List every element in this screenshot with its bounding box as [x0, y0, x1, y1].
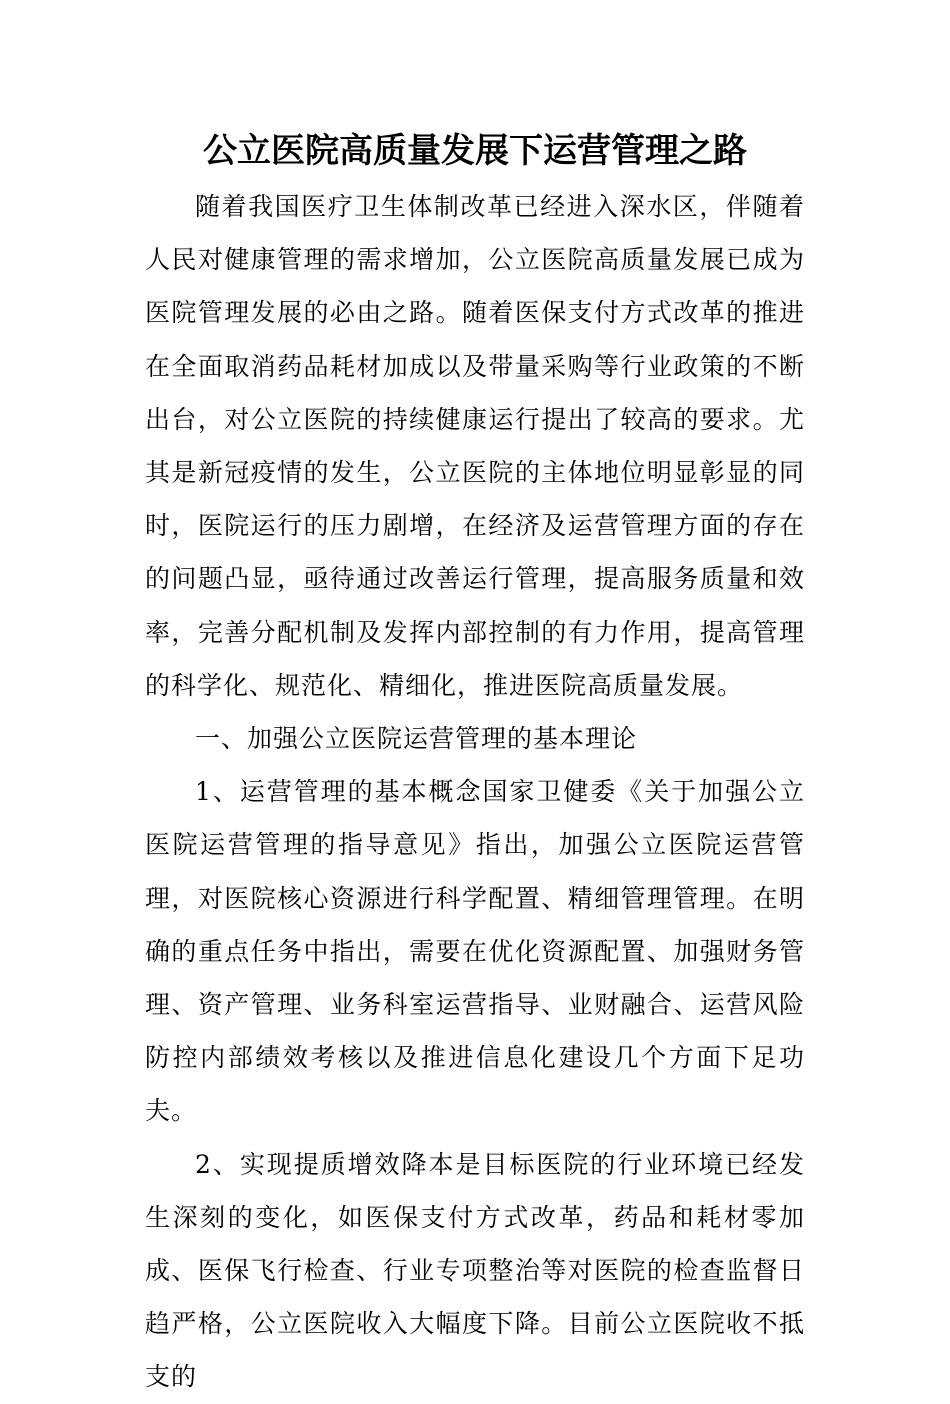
document-title: 公立医院高质量发展下运营管理之路 — [203, 131, 747, 171]
paragraph-item-2: 2、实现提质增效降本是目标医院的行业环境已经发生深刻的变化，如医保支付方式改革，药品和耗材零加成、医保飞行检查、行业专项整治等对医院的检查监督日趋严格，公立医院收入大幅度下降。目前公立医院收不抵支的 — [145, 1149, 805, 1392]
paragraph-intro: 随着我国医疗卫生体制改革已经进入深水区，伴随着人民对健康管理的需求增加，公立医院高质量发展已成为医院管理发展的必由之路。随着医保支付方式改革的推进在全面取消药品耗材加成以及带量采购等行业政策的不断出台，对公立医院的持续健康运行提出了较高的要求。尤其是新冠疫情的发生，公立医院的主体地位明显彰显的同时，医院运行的压力剧增，在经济及运营管理方面的存在的问题凸显，亟待通过改善运行管理，提高服务质量和效率，完善分配机制及发挥内部控制的有力作用，提高管理的科学化、规范化、精细化，推进医院高质量发展。 — [145, 192, 805, 700]
document-body — [145, 122, 805, 1404]
section-heading-1: 一、加强公立医院运营管理的基本理论 — [195, 724, 638, 754]
paragraph-item-1: 1、运营管理的基本概念国家卫健委《关于加强公立医院运营管理的指导意见》指出，加强公立医院运营管理，对医院核心资源进行科学配置、精细管理管理。在明确的重点任务中指出，需要在优化资源配置、加强财务管理、资产管理、业务科室运营指导、业财融合、运营风险防控内部绩效考核以及推进信息化建设几个方面下足功夫。 — [145, 777, 805, 1126]
